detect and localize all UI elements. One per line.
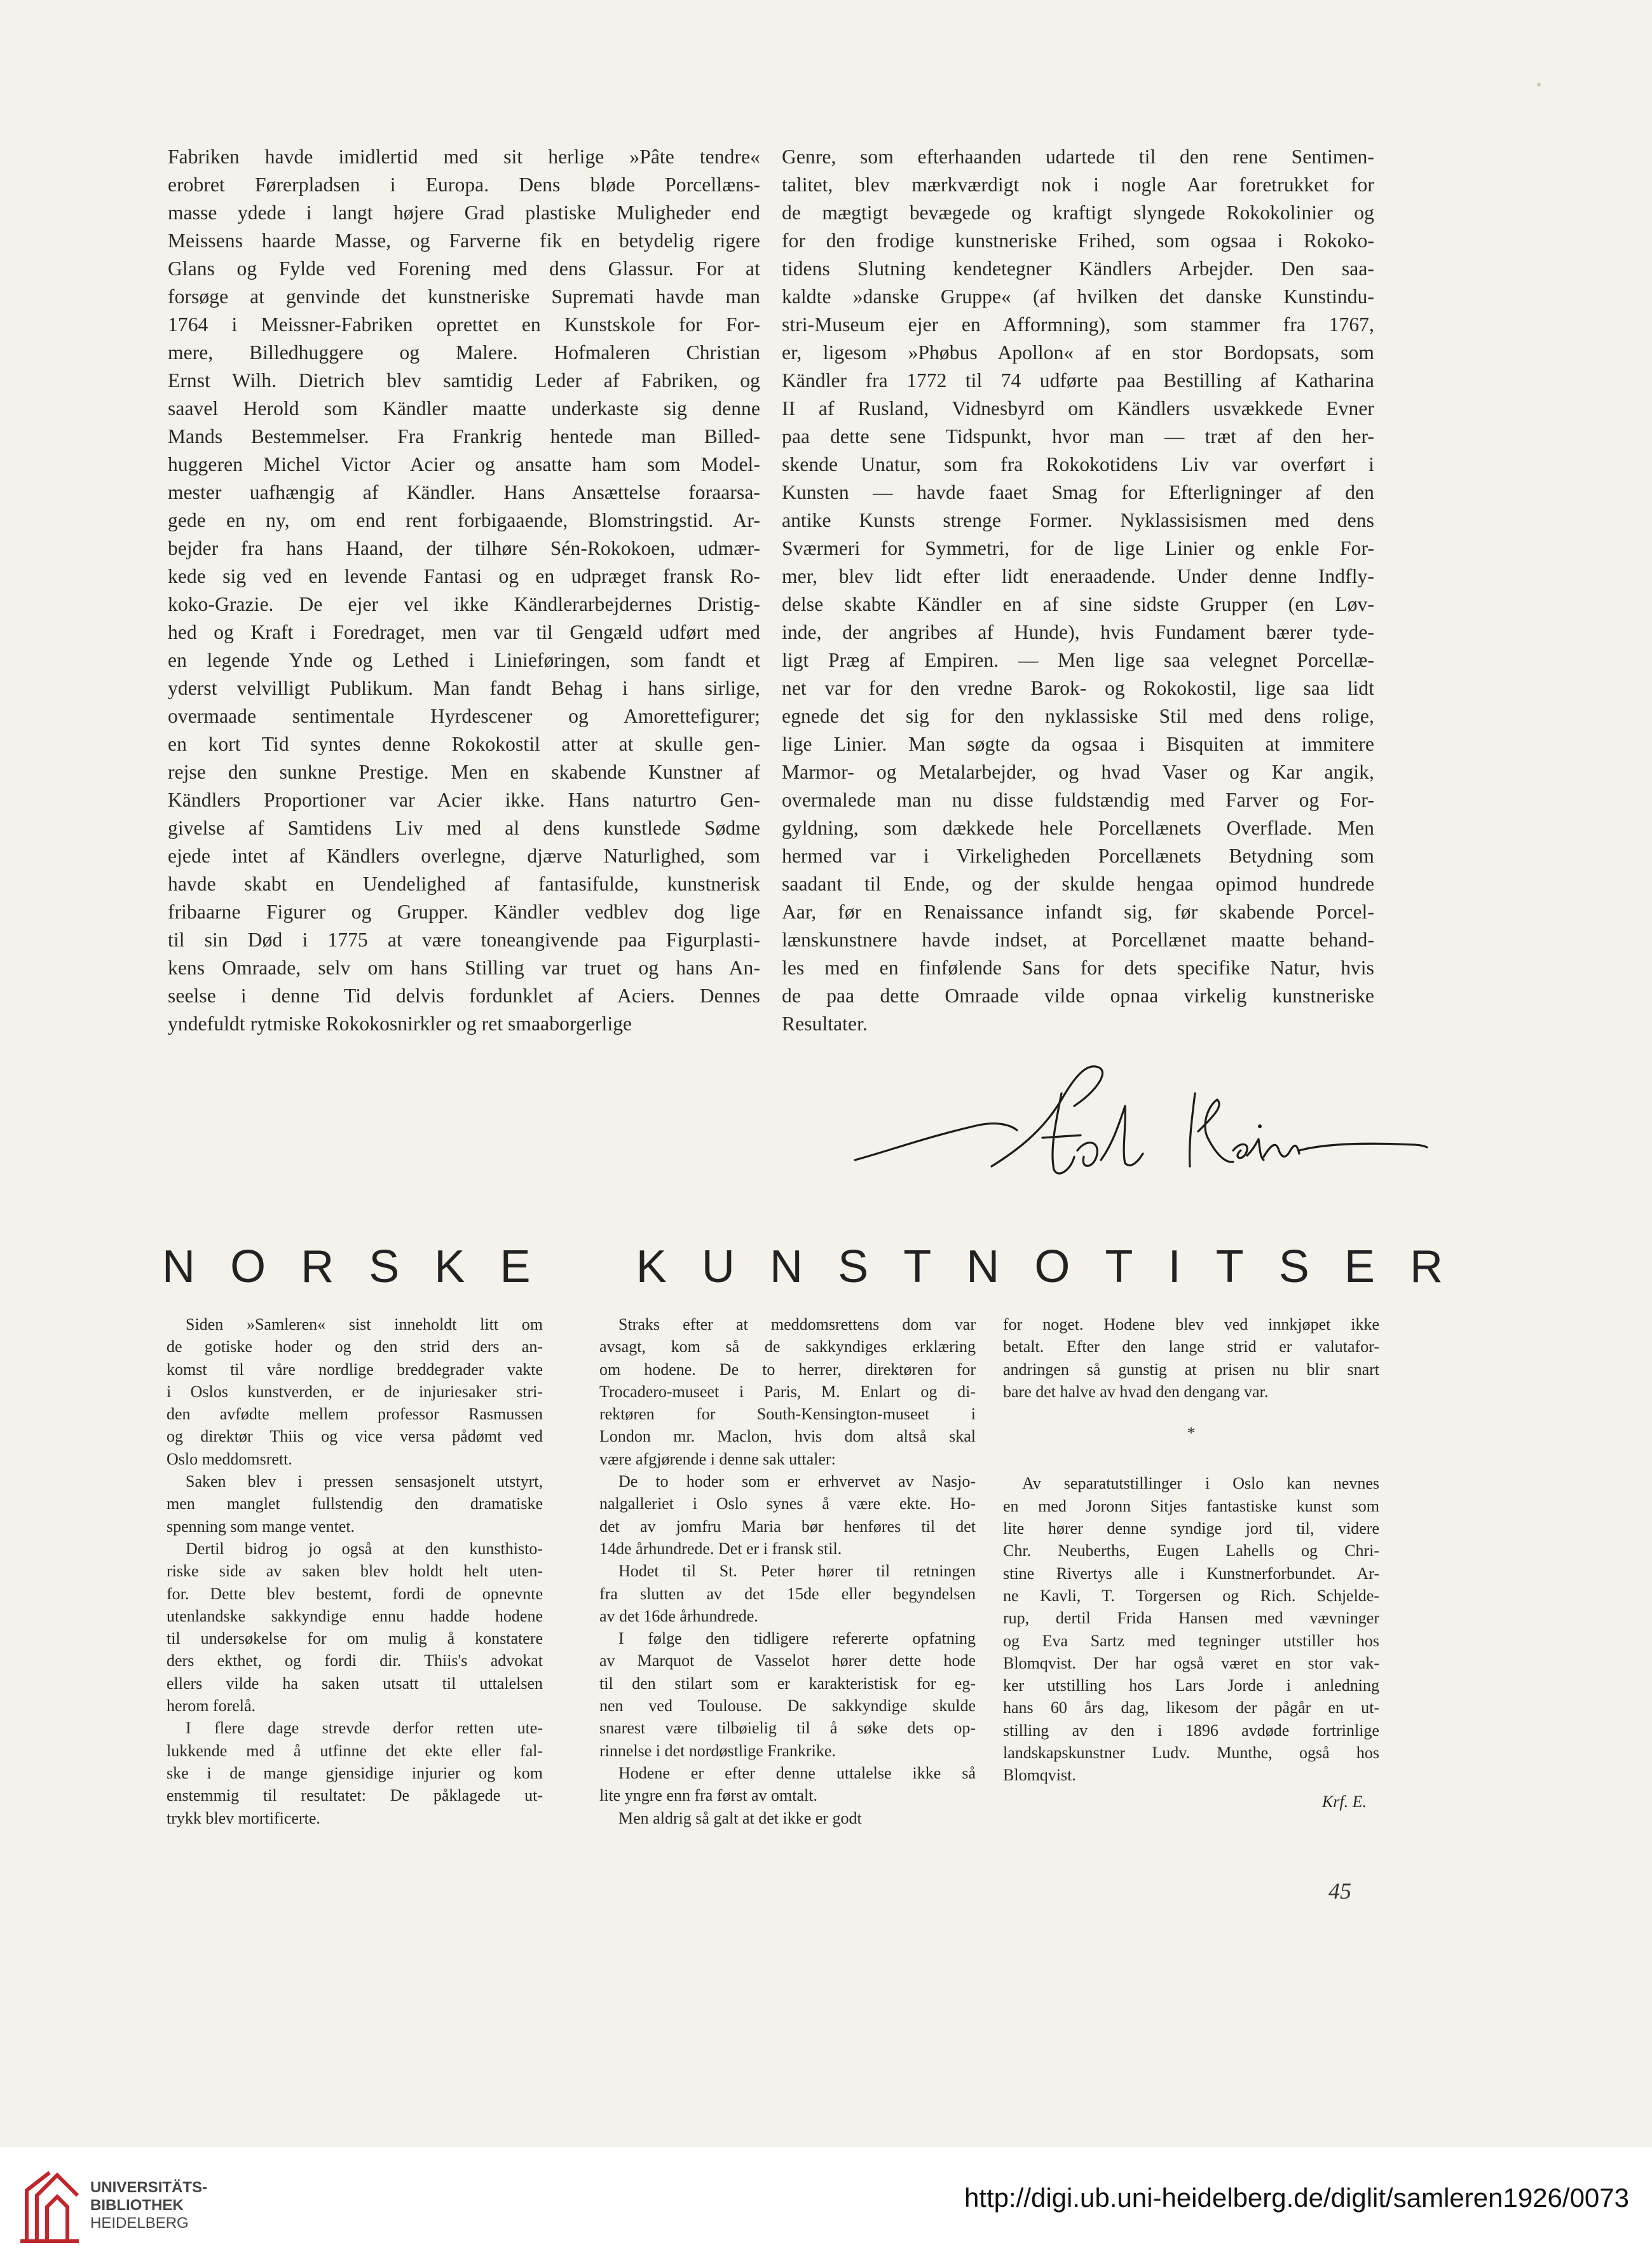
text-line: snarest være tilbøielig til å søke dets op-: [599, 1719, 976, 1738]
text-line: Meissens haarde Masse, og Farverne fik en betydelig rigere: [168, 229, 760, 252]
text-line: er, ligesom »Phøbus Apollon« af en stor Bordopsats, som: [782, 341, 1374, 364]
text-line: trykk blev mortificerte.: [167, 1808, 320, 1827]
text-line: Blomqvist. Der har også været en stor vak-: [1003, 1653, 1379, 1672]
text-line: Kunsten — havde faaet Smag for Efterligninger af den: [782, 481, 1374, 503]
notes-column-left: [167, 1313, 543, 1829]
heading-letter: K: [636, 1241, 667, 1292]
paragraph: [168, 143, 760, 1038]
heading-letter: N: [769, 1241, 803, 1292]
text-line: les med en finfølende Sans for dets specifike Natur, hvis: [782, 957, 1374, 979]
text-line: om hodene. De to herrer, direktøren for: [599, 1360, 976, 1379]
text-line: havde skabt en Uendelighed af fantasifulde, kunstnerisk: [168, 873, 760, 895]
text-line: de paa dette Omraade vilde opnaa virkelig kunstneriske: [782, 985, 1374, 1007]
text-line: lite hører denne syndige jord til, videre: [1003, 1519, 1379, 1538]
paragraph: [599, 1762, 976, 1807]
author-signature: [852, 1055, 1430, 1201]
text-line: givelse af Samtidens Liv med al dens kunstlede Sødme: [168, 817, 760, 839]
library-name-line: UNIVERSITÄTS-: [90, 2179, 208, 2196]
text-line: Fabriken havde imidlertid med sit herlige »Pâte tendre«: [168, 146, 760, 168]
text-line: Aar, før en Renaissance infandt sig, før skabende Porcel-: [782, 901, 1374, 923]
text-line: Mands Bestemmelser. Fra Frankrig hentede man Billed-: [168, 425, 760, 447]
text-line: for. Dette blev bestemt, fordi de opnevnte: [167, 1584, 543, 1603]
heading-letter: U: [701, 1241, 735, 1292]
text-line: gede en ny, om end rent forbigaaende, Blomstringstid. Ar-: [168, 509, 760, 531]
text-line: koko-Grazie. De ejer vel ikke Kändlerarbejdernes Dristig-: [168, 593, 760, 615]
text-line: utenlandske sakkyndige ennu hadde hodene: [167, 1606, 543, 1625]
text-line: til den stilart som er karakteristisk for eg-: [599, 1674, 976, 1693]
text-line: overmaade sentimentale Hyrdescener og Amorettefigurer;: [168, 705, 760, 727]
section-heading: [162, 1238, 1443, 1295]
text-line: Glans og Fylde ved Forening med dens Glassur. For at: [168, 257, 760, 280]
source-url-link[interactable]: http://digi.ub.uni-heidelberg.de/diglit/samleren1926/0073: [964, 2183, 1629, 2213]
text-line: Hodet til St. Peter hører til retningen: [618, 1562, 976, 1581]
text-line: stine Rivertys alle i Kunstnerforbundet. Ar-: [1003, 1564, 1379, 1583]
text-line: Saken blev i pressen sensasjonelt utstyrt,: [186, 1472, 543, 1491]
paragraph: [167, 1717, 543, 1829]
text-line: saavel Herold som Kändler maatte underkaste sig denne: [168, 397, 760, 420]
text-line: herom forelå.: [167, 1696, 256, 1716]
text-line: hans 60 års dag, likesom der pågår en ut-: [1003, 1698, 1379, 1717]
text-line: tidens Slutning kendetegner Kändlers Arbejder. Den saa-: [782, 257, 1374, 280]
text-line: Kändler fra 1772 til 74 udførte paa Bestilling af Katharina: [782, 369, 1374, 392]
text-line: enstemmig til resultatet: De påklagede ut-: [167, 1786, 543, 1805]
text-line: paa dette sene Tidspunkt, hvor man — træt af den her-: [782, 425, 1374, 447]
notes-column-right: [1003, 1313, 1379, 1813]
text-line: bejder fra hans Haand, der tilhøre Sén-Rokokoen, udmær-: [168, 537, 760, 559]
text-line: en med Joronn Sitjes fantastiske kunst som: [1003, 1496, 1379, 1515]
text-line: Trocadero-museet i Paris, M. Enlart og di-: [599, 1382, 976, 1401]
text-line: en kort Tid syntes denne Rokokostil atter at skulle gen-: [168, 733, 760, 755]
text-line: nen ved Toulouse. De sakkyndige skulde: [599, 1696, 976, 1716]
text-line: Genre, som efterhaanden udartede til den rene Sentimen-: [782, 146, 1374, 168]
text-line: Oslo meddomsrett.: [167, 1449, 292, 1468]
paragraph: [599, 1470, 976, 1560]
text-line: kens Omraade, selv om hans Stilling var truet og hans An-: [168, 957, 760, 979]
text-line: yndefuldt rytmiske Rokokosnirkler og ret smaaborgerlige: [168, 1013, 632, 1035]
text-line: delse skabte Kändler en af sine sidste Grupper (en Løv-: [782, 593, 1374, 615]
paragraph: [1003, 1472, 1379, 1786]
library-name-line: HEIDELBERG: [90, 2215, 189, 2232]
text-line: til sin Død i 1775 at være toneangivende paa Figurplasti-: [168, 929, 760, 951]
text-line: en legende Ynde og Lethed i Linieføringen, som fandt et: [168, 649, 760, 671]
author-initials: Krf. E.: [1321, 1792, 1367, 1811]
text-line: til undersøkelse for om mulig å konstatere: [167, 1629, 543, 1648]
text-line: av Marquot de Vasselot hører dette hode: [599, 1651, 976, 1670]
text-line: skende Unatur, som fra Rokokotidens Liv var overført i: [782, 453, 1374, 475]
text-line: den avfødte mellem professor Rasmussen: [167, 1405, 543, 1424]
library-name-line: BIBLIOTHEK: [90, 2197, 184, 2214]
heading-letter: R: [1410, 1241, 1443, 1292]
text-line: forsøge at genvinde det kunstneriske Supremati havde man: [168, 285, 760, 308]
text-line: mer, blev lidt efter lidt eneraadende. Under denne Indfly-: [782, 565, 1374, 587]
text-line: lite yngre enn fra først av omtalt.: [599, 1786, 817, 1805]
paragraph: [599, 1627, 976, 1762]
text-line: ker utstilling hos Lars Jorde i anledning: [1003, 1676, 1379, 1695]
text-line: komst til våre nordlige breddegrader vakte: [167, 1360, 543, 1379]
text-line: seelse i denne Tid delvis fordunklet af Aciers. Dennes: [168, 985, 760, 1007]
text-line: ellers vilde ha saken utsatt til uttalelsen: [167, 1674, 543, 1693]
text-line: ligt Præg af Empiren. — Men lige saa velegnet Porcellæ-: [782, 649, 1374, 671]
text-line: for noget. Hodene blev ved innkjøpet ikke: [1003, 1315, 1379, 1334]
text-line: ejede intet af Kändlers overlegne, djærve Naturlighed, som: [168, 845, 760, 867]
text-line: lige Linier. Man søgte da ogsaa i Bisquiten at immitere: [782, 733, 1374, 755]
text-line: hed og Kraft i Foredraget, men var til Gengæld udført med: [168, 621, 760, 643]
text-line: spenning som mange ventet.: [167, 1517, 355, 1536]
text-line: hermed var i Virkeligheden Porcellænets Betydning som: [782, 845, 1374, 867]
paragraph: [782, 143, 1374, 1038]
paragraph: [167, 1313, 543, 1470]
text-line: for den frodige kunstneriske Frihed, som ogsaa i Rokoko-: [782, 229, 1374, 252]
text-line: masse ydede i langt højere Grad plastiske Muligheder end: [168, 201, 760, 224]
text-line: I følge den tidligere refererte opfatning: [618, 1629, 976, 1648]
text-line: I flere dage strevde derfor retten ute-: [186, 1719, 543, 1738]
text-line: Siden »Samleren« sist inneholdt litt om: [186, 1315, 543, 1334]
text-line: fribaarne Figurer og Grupper. Kändler vedblev dog lige: [168, 901, 760, 923]
text-line: Ernst Wilh. Dietrich blev samtidig Leder af Fabriken, og: [168, 369, 760, 392]
text-line: London mr. Maclon, hvis dom altså skal: [599, 1427, 976, 1446]
text-line: det av jomfru Maria bør henføres til det: [599, 1517, 976, 1536]
text-line: De to hoder som er erhvervet av Nasjo-: [618, 1472, 976, 1491]
text-line: gyldning, som dækkede hele Porcellænets Overflade. Men: [782, 817, 1374, 839]
paper-speck: [1537, 83, 1541, 86]
text-line: Straks efter at meddomsrettens dom var: [618, 1315, 976, 1334]
text-line: mester uafhængig af Kändler. Hans Ansættelse foraarsa-: [168, 481, 760, 503]
text-line: bare det halve av hvad den dengang var.: [1003, 1382, 1269, 1401]
article-column-right: [782, 143, 1374, 1038]
text-line: Hodene er efter denne uttalelse ikke så: [618, 1763, 976, 1782]
paragraph: [599, 1807, 976, 1829]
text-line: mere, Billedhuggere og Malere. Hofmaleren Christian: [168, 341, 760, 364]
text-line: stilling av den i 1896 avdøde fortrinlige: [1003, 1721, 1379, 1740]
heading-letter: K: [434, 1241, 465, 1292]
text-line: de gotiske hoder og den strid ders an-: [167, 1337, 543, 1356]
heading-letter: T: [903, 1241, 932, 1292]
article-column-left: [168, 143, 760, 1038]
heading-letter: I: [1168, 1241, 1181, 1292]
text-line: Kändlers Proportioner var Acier ikke. Hans naturtro Gen-: [168, 789, 760, 811]
notes-column-middle: [599, 1313, 976, 1829]
text-line: rinnelse i det nordøstlige Frankrike.: [599, 1741, 836, 1760]
university-logo-icon: [18, 2170, 80, 2245]
text-line: stri-Museum ejer en Afformning), som stammer fra 1767,: [782, 313, 1374, 336]
text-line: Men aldrig så galt at det ikke er godt: [618, 1808, 862, 1827]
heading-word-gap: [566, 1238, 601, 1295]
text-line: men manglet fullstendig den dramatiske: [167, 1494, 543, 1513]
text-line: og direktør Thiis og vice versa pådømt ved: [167, 1427, 543, 1446]
heading-letter: O: [1034, 1241, 1070, 1292]
text-line: Av separatutstillinger i Oslo kan nevnes: [1022, 1474, 1379, 1493]
section-separator: *: [1187, 1424, 1196, 1443]
text-line: kaldte »danske Gruppe« (af hvilken det danske Kunstindu-: [782, 285, 1374, 308]
text-line: yderst velvilligt Publikum. Man fandt Behag i hans sirlige,: [168, 677, 760, 699]
text-line: i Oslos kunstverden, er de injuriesaker stri-: [167, 1382, 543, 1401]
text-line: Dertil bidrog jo også at den kunsthisto-: [186, 1539, 543, 1558]
heading-letter: N: [966, 1241, 1000, 1292]
heading-letter: E: [1344, 1241, 1375, 1292]
paragraph: [599, 1560, 976, 1627]
heading-letter: R: [301, 1241, 334, 1292]
text-line: rektøren for South-Kensington-museet i: [599, 1405, 976, 1424]
text-line: ders ekthet, og fordi dir. Thiis's advokat: [167, 1651, 543, 1670]
library-footer: [0, 2147, 1652, 2266]
library-name: [90, 2179, 207, 2232]
text-line: overmalede man nu disse fuldstændig med Farver og For-: [782, 789, 1374, 811]
paragraph: [167, 1538, 543, 1717]
page-number: 45: [1328, 1878, 1351, 1904]
text-line: Chr. Neuberths, Eugen Lahells og Chri-: [1003, 1541, 1379, 1560]
heading-letter: S: [1278, 1241, 1309, 1292]
paragraph: [167, 1470, 543, 1538]
text-line: landskapskunstner Ludv. Munthe, også hos: [1003, 1744, 1379, 1763]
text-line: riske side av saken blev holdt helt uten-: [167, 1562, 543, 1581]
text-line: fra slutten av det 15de eller begyndelsen: [599, 1584, 976, 1603]
text-line: lukkende med å utfinne det ekte eller fal-: [167, 1741, 543, 1760]
text-line: de mægtigt bevægede og kraftigt slyngede Rokokolinier og: [782, 201, 1374, 224]
text-line: være afgjørende i denne sak uttaler:: [599, 1449, 836, 1468]
heading-letter: O: [230, 1241, 266, 1292]
text-line: rejse den sunkne Prestige. Men en skabende Kunstner af: [168, 761, 760, 783]
text-line: inde, der angribes af Hunde), hvis Fundament bærer tyde-: [782, 621, 1374, 643]
heading-letter: N: [162, 1241, 195, 1292]
heading-letter: S: [369, 1241, 400, 1292]
text-line: net var for den vredne Barok- og Rokokostil, lige saa lidt: [782, 677, 1374, 699]
text-line: Resultater.: [782, 1013, 868, 1035]
text-line: rup, dertil Frida Hansen med vævninger: [1003, 1609, 1379, 1628]
paragraph: [1003, 1313, 1379, 1403]
text-line: avsagt, kom så de sakkyndiges erklæring: [599, 1337, 976, 1356]
heading-letter: T: [1105, 1241, 1133, 1292]
text-line: ske i de mange gjensidige injurier og kom: [167, 1763, 543, 1782]
text-line: talitet, blev mærkværdigt nok i nogle Aar foretrukket for: [782, 174, 1374, 196]
text-line: lænskunstnere havde indset, at Porcellænet maatte behand-: [782, 929, 1374, 951]
text-line: antike Kunsts strenge Former. Nyklassisismen med dens: [782, 509, 1374, 531]
paragraph: [599, 1313, 976, 1470]
text-line: huggeren Michel Victor Acier og ansatte ham som Model-: [168, 453, 760, 475]
text-line: betalt. Efter den lange strid er valutafor-: [1003, 1337, 1379, 1356]
text-line: Sværmeri for Symmetri, for de lige Linier og enkle For-: [782, 537, 1374, 559]
text-line: ne Kavli, T. Torgersen og Rich. Schjelde-: [1003, 1586, 1379, 1605]
text-line: andringen så gunstig at prisen nu blir snart: [1003, 1360, 1379, 1379]
text-line: Marmor- og Metalarbejder, og hvad Vaser og Kar angik,: [782, 761, 1374, 783]
text-line: saadant til Ende, og der skulde hengaa opimod hundrede: [782, 873, 1374, 895]
text-line: 1764 i Meissner-Fabriken oprettet en Kunstskole for For-: [168, 313, 760, 336]
text-line: kede sig ved en levende Fantasi og en udpræget fransk Ro-: [168, 565, 760, 587]
heading-letter: T: [1215, 1241, 1244, 1292]
text-line: egnede det sig for den nyklassiske Stil med dens rolige,: [782, 705, 1374, 727]
text-line: nalgalleriet i Oslo synes å være ekte. Ho-: [599, 1494, 976, 1513]
heading-letter: E: [500, 1241, 531, 1292]
text-line: 14de århundrede. Det er i fransk stil.: [599, 1539, 842, 1558]
heading-letter: S: [838, 1241, 869, 1292]
text-line: Blomqvist.: [1003, 1766, 1076, 1785]
text-line: II af Rusland, Vidnesbyrd om Kändlers usvækkede Evner: [782, 397, 1374, 420]
text-line: av det 16de århundrede.: [599, 1606, 758, 1625]
text-line: og Eva Sartz med tegninger utstiller hos: [1003, 1631, 1379, 1650]
text-line: erobret Førerpladsen i Europa. Dens bløde Porcellæns-: [168, 174, 760, 196]
